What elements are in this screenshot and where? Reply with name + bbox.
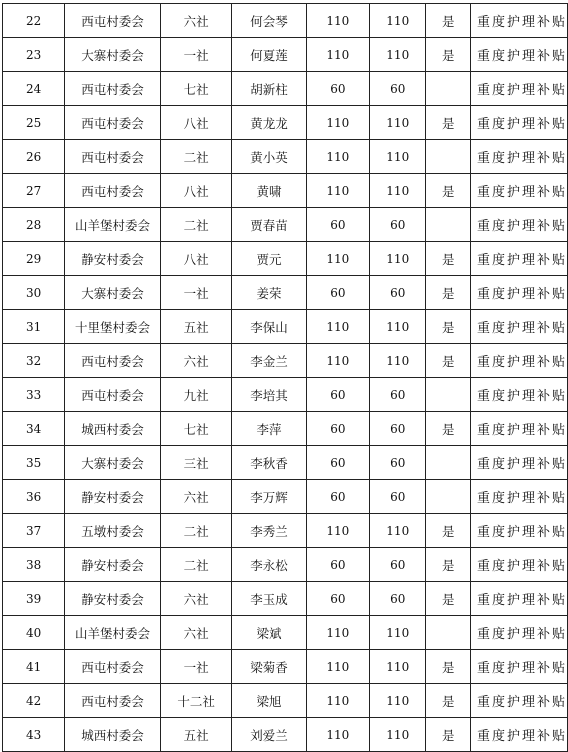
row-number-cell: 32 [3, 344, 65, 378]
row-number-cell: 35 [3, 446, 65, 480]
subsidy-type-cell: 重度护理补贴 [470, 72, 567, 106]
amount-paid-cell: 60 [370, 582, 426, 616]
amount-cell: 110 [306, 4, 369, 38]
amount-paid-cell: 60 [370, 276, 426, 310]
name-cell: 胡新柱 [232, 72, 306, 106]
amount-cell: 60 [306, 480, 369, 514]
row-number-cell: 38 [3, 548, 65, 582]
subsidy-type-cell: 重度护理补贴 [470, 38, 567, 72]
amount-cell: 110 [306, 38, 369, 72]
village-cell: 十里堡村委会 [65, 310, 161, 344]
amount-cell: 110 [306, 174, 369, 208]
table-row [3, 276, 568, 310]
amount-paid-cell: 60 [370, 378, 426, 412]
row-number-cell: 36 [3, 480, 65, 514]
row-number-cell: 42 [3, 684, 65, 718]
name-cell: 李秋香 [232, 446, 306, 480]
name-cell: 梁菊香 [232, 650, 306, 684]
table-row [3, 446, 568, 480]
amount-cell: 110 [306, 718, 369, 752]
amount-paid-cell: 110 [370, 140, 426, 174]
group-cell: 一社 [160, 276, 231, 310]
name-cell: 李玉成 [232, 582, 306, 616]
group-cell: 三社 [160, 446, 231, 480]
table-row [3, 38, 568, 72]
amount-cell: 110 [306, 514, 369, 548]
group-cell: 二社 [160, 514, 231, 548]
group-cell: 七社 [160, 72, 231, 106]
subsidy-type-cell: 重度护理补贴 [470, 310, 567, 344]
village-cell: 大寨村委会 [65, 276, 161, 310]
village-cell: 山羊堡村委会 [65, 208, 161, 242]
amount-paid-cell: 110 [370, 650, 426, 684]
row-number-cell: 39 [3, 582, 65, 616]
amount-cell: 60 [306, 276, 369, 310]
subsidy-type-cell: 重度护理补贴 [470, 480, 567, 514]
subsidy-type-cell: 重度护理补贴 [470, 514, 567, 548]
amount-cell: 110 [306, 616, 369, 650]
table-row [3, 174, 568, 208]
subsidy-table [2, 3, 568, 752]
row-number-cell: 26 [3, 140, 65, 174]
table-row [3, 616, 568, 650]
table-row [3, 718, 568, 752]
table-body [3, 4, 568, 752]
subsidy-type-cell: 重度护理补贴 [470, 718, 567, 752]
amount-cell: 60 [306, 548, 369, 582]
table-row [3, 242, 568, 276]
flag-cell [426, 72, 470, 106]
village-cell: 城西村委会 [65, 718, 161, 752]
village-cell: 西屯村委会 [65, 4, 161, 38]
table-row [3, 684, 568, 718]
amount-paid-cell: 110 [370, 174, 426, 208]
village-cell: 五墩村委会 [65, 514, 161, 548]
table-row [3, 412, 568, 446]
row-number-cell: 30 [3, 276, 65, 310]
flag-cell: 是 [426, 38, 470, 72]
row-number-cell: 40 [3, 616, 65, 650]
group-cell: 二社 [160, 548, 231, 582]
row-number-cell: 24 [3, 72, 65, 106]
name-cell: 李金兰 [232, 344, 306, 378]
group-cell: 六社 [160, 4, 231, 38]
flag-cell: 是 [426, 650, 470, 684]
flag-cell [426, 446, 470, 480]
amount-cell: 110 [306, 684, 369, 718]
flag-cell: 是 [426, 412, 470, 446]
name-cell: 李万辉 [232, 480, 306, 514]
amount-paid-cell: 110 [370, 684, 426, 718]
group-cell: 九社 [160, 378, 231, 412]
village-cell: 大寨村委会 [65, 446, 161, 480]
amount-cell: 110 [306, 310, 369, 344]
group-cell: 六社 [160, 616, 231, 650]
amount-cell: 60 [306, 378, 369, 412]
amount-cell: 60 [306, 582, 369, 616]
row-number-cell: 31 [3, 310, 65, 344]
village-cell: 西屯村委会 [65, 140, 161, 174]
group-cell: 十二社 [160, 684, 231, 718]
amount-paid-cell: 60 [370, 208, 426, 242]
village-cell: 西屯村委会 [65, 684, 161, 718]
amount-paid-cell: 110 [370, 310, 426, 344]
subsidy-type-cell: 重度护理补贴 [470, 242, 567, 276]
subsidy-type-cell: 重度护理补贴 [470, 4, 567, 38]
amount-paid-cell: 110 [370, 514, 426, 548]
group-cell: 一社 [160, 650, 231, 684]
table-row [3, 378, 568, 412]
amount-cell: 110 [306, 106, 369, 140]
village-cell: 西屯村委会 [65, 344, 161, 378]
subsidy-type-cell: 重度护理补贴 [470, 650, 567, 684]
amount-paid-cell: 60 [370, 548, 426, 582]
group-cell: 八社 [160, 242, 231, 276]
amount-cell: 110 [306, 242, 369, 276]
group-cell: 一社 [160, 38, 231, 72]
amount-paid-cell: 110 [370, 106, 426, 140]
name-cell: 贾春苗 [232, 208, 306, 242]
amount-cell: 110 [306, 650, 369, 684]
subsidy-type-cell: 重度护理补贴 [470, 684, 567, 718]
flag-cell: 是 [426, 684, 470, 718]
flag-cell [426, 208, 470, 242]
village-cell: 静安村委会 [65, 480, 161, 514]
row-number-cell: 37 [3, 514, 65, 548]
name-cell: 李永松 [232, 548, 306, 582]
amount-cell: 110 [306, 344, 369, 378]
group-cell: 二社 [160, 140, 231, 174]
flag-cell: 是 [426, 310, 470, 344]
row-number-cell: 28 [3, 208, 65, 242]
subsidy-type-cell: 重度护理补贴 [470, 582, 567, 616]
flag-cell: 是 [426, 344, 470, 378]
flag-cell [426, 378, 470, 412]
flag-cell: 是 [426, 242, 470, 276]
group-cell: 六社 [160, 582, 231, 616]
village-cell: 静安村委会 [65, 582, 161, 616]
flag-cell [426, 140, 470, 174]
flag-cell: 是 [426, 718, 470, 752]
name-cell: 李培其 [232, 378, 306, 412]
name-cell: 何夏莲 [232, 38, 306, 72]
village-cell: 山羊堡村委会 [65, 616, 161, 650]
flag-cell [426, 616, 470, 650]
group-cell: 二社 [160, 208, 231, 242]
village-cell: 西屯村委会 [65, 378, 161, 412]
group-cell: 八社 [160, 174, 231, 208]
name-cell: 黄啸 [232, 174, 306, 208]
flag-cell: 是 [426, 174, 470, 208]
amount-cell: 60 [306, 412, 369, 446]
subsidy-type-cell: 重度护理补贴 [470, 208, 567, 242]
row-number-cell: 27 [3, 174, 65, 208]
amount-paid-cell: 60 [370, 446, 426, 480]
name-cell: 黄小英 [232, 140, 306, 174]
subsidy-type-cell: 重度护理补贴 [470, 412, 567, 446]
name-cell: 何会琴 [232, 4, 306, 38]
flag-cell: 是 [426, 4, 470, 38]
table-row [3, 4, 568, 38]
row-number-cell: 33 [3, 378, 65, 412]
village-cell: 西屯村委会 [65, 106, 161, 140]
table-row [3, 72, 568, 106]
village-cell: 大寨村委会 [65, 38, 161, 72]
group-cell: 六社 [160, 344, 231, 378]
subsidy-type-cell: 重度护理补贴 [470, 106, 567, 140]
subsidy-type-cell: 重度护理补贴 [470, 446, 567, 480]
name-cell: 姜荣 [232, 276, 306, 310]
row-number-cell: 43 [3, 718, 65, 752]
flag-cell: 是 [426, 106, 470, 140]
table-row [3, 480, 568, 514]
name-cell: 黄龙龙 [232, 106, 306, 140]
subsidy-type-cell: 重度护理补贴 [470, 344, 567, 378]
amount-paid-cell: 110 [370, 242, 426, 276]
amount-cell: 60 [306, 72, 369, 106]
amount-cell: 60 [306, 446, 369, 480]
name-cell: 李秀兰 [232, 514, 306, 548]
name-cell: 梁旭 [232, 684, 306, 718]
subsidy-type-cell: 重度护理补贴 [470, 616, 567, 650]
amount-paid-cell: 110 [370, 344, 426, 378]
row-number-cell: 29 [3, 242, 65, 276]
amount-paid-cell: 110 [370, 718, 426, 752]
row-number-cell: 25 [3, 106, 65, 140]
flag-cell: 是 [426, 514, 470, 548]
village-cell: 西屯村委会 [65, 650, 161, 684]
flag-cell: 是 [426, 548, 470, 582]
village-cell: 西屯村委会 [65, 174, 161, 208]
table-row [3, 106, 568, 140]
group-cell: 六社 [160, 480, 231, 514]
village-cell: 城西村委会 [65, 412, 161, 446]
group-cell: 五社 [160, 718, 231, 752]
row-number-cell: 23 [3, 38, 65, 72]
flag-cell [426, 480, 470, 514]
name-cell: 李保山 [232, 310, 306, 344]
amount-paid-cell: 60 [370, 480, 426, 514]
subsidy-type-cell: 重度护理补贴 [470, 276, 567, 310]
amount-paid-cell: 60 [370, 412, 426, 446]
village-cell: 静安村委会 [65, 242, 161, 276]
amount-cell: 60 [306, 208, 369, 242]
name-cell: 李萍 [232, 412, 306, 446]
group-cell: 七社 [160, 412, 231, 446]
table-row [3, 344, 568, 378]
amount-paid-cell: 110 [370, 4, 426, 38]
name-cell: 刘爱兰 [232, 718, 306, 752]
group-cell: 五社 [160, 310, 231, 344]
table-row [3, 582, 568, 616]
village-cell: 西屯村委会 [65, 72, 161, 106]
flag-cell: 是 [426, 276, 470, 310]
subsidy-type-cell: 重度护理补贴 [470, 378, 567, 412]
subsidy-type-cell: 重度护理补贴 [470, 548, 567, 582]
village-cell: 静安村委会 [65, 548, 161, 582]
table-row [3, 310, 568, 344]
amount-paid-cell: 60 [370, 72, 426, 106]
row-number-cell: 34 [3, 412, 65, 446]
table-row [3, 140, 568, 174]
name-cell: 梁斌 [232, 616, 306, 650]
table-row [3, 208, 568, 242]
name-cell: 贾元 [232, 242, 306, 276]
row-number-cell: 41 [3, 650, 65, 684]
amount-cell: 110 [306, 140, 369, 174]
row-number-cell: 22 [3, 4, 65, 38]
group-cell: 八社 [160, 106, 231, 140]
subsidy-type-cell: 重度护理补贴 [470, 174, 567, 208]
amount-paid-cell: 110 [370, 616, 426, 650]
table-row [3, 514, 568, 548]
table-row [3, 650, 568, 684]
table-row [3, 548, 568, 582]
amount-paid-cell: 110 [370, 38, 426, 72]
flag-cell: 是 [426, 582, 470, 616]
subsidy-type-cell: 重度护理补贴 [470, 140, 567, 174]
